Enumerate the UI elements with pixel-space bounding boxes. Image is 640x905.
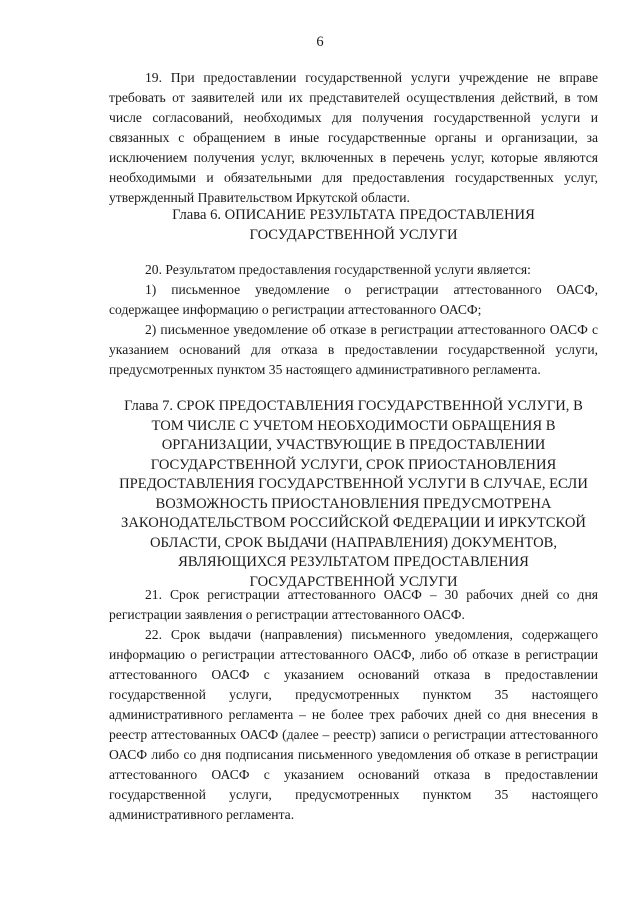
sections-21-22 (109, 585, 598, 825)
chapter-7-title-line: ОРГАНИЗАЦИИ, УЧАСТВУЮЩИЕ В ПРЕДОСТАВЛЕНИИ (161, 437, 546, 453)
paragraph-19: 19. При предоставлении государственной услуги учреждение не вправе требовать от заявителей или их представителей осуществления действий, в том числе согласований, необходимых для получения государственной услуги и связанных с обращением в иные государственные органы и организации, за исключением получения услуг, включенных в перечень услуг, которые являются необходимыми и обязательными для предоставления государственных услуг, утвержденный Правительством Иркутской области. (109, 70, 598, 205)
page-number: 6 (316, 34, 324, 50)
chapter-7-title-line: ГОСУДАРСТВЕННОЙ УСЛУГИ, СРОК ПРИОСТАНОВЛЕНИЯ (150, 456, 557, 473)
chapter-7-title-line: ЗАКОНОДАТЕЛЬСТВОМ РОССИЙСКОЙ ФЕДЕРАЦИИ И ИРКУТСКОЙ (121, 515, 586, 531)
chapter-7-title-line: Глава 7. СРОК ПРЕДОСТАВЛЕНИЯ ГОСУДАРСТВЕННОЙ УСЛУГИ, В (124, 398, 583, 414)
paragraph-20-item-2: 2) письменное уведомление об отказе в регистрации аттестованного ОАСФ с указанием оснований для отказа в предоставлении государственной услуги, предусмотренных пунктом 35 настоящего административного регламента. (109, 322, 598, 377)
chapter-6-heading (109, 206, 598, 245)
paragraph-20-item-1: 1) письменное уведомление о регистрации аттестованного ОАСФ, содержащее информацию о регистрации аттестованного ОАСФ; (109, 282, 598, 317)
chapter-6-title-line-2: ГОСУДАРСТВЕННОЙ УСЛУГИ (249, 226, 458, 243)
paragraph-22: 22. Срок выдачи (направления) письменного уведомления, содержащего информацию о регистрации аттестованного ОАСФ, либо об отказе в регистрации аттестованного ОАСФ с указанием оснований отказа в предоставлении государственной услуги, предусмотренных пунктом 35 настоящего административного регламента – не более трех рабочих дней со дня внесения в реестр аттестованных ОАСФ (далее – реестр) записи о регистрации аттестованного ОАСФ либо со дня подписания письменного уведомления об отказе в регистрации аттестованного ОАСФ с указанием оснований отказа в предоставлении государственной услуги, предусмотренных пунктом 35 настоящего административного регламента. (109, 627, 598, 822)
chapter-7-title-line: ТОМ ЧИСЛЕ С УЧЕТОМ НЕОБХОДИМОСТИ ОБРАЩЕНИЯ В (151, 417, 556, 434)
paragraph-20: 20. Результатом предоставления государственной услуги является: (145, 262, 531, 277)
chapter-7-title-line: ГОСУДАРСТВЕННОЙ УСЛУГИ (249, 573, 458, 590)
chapter-6-title-line-1: Глава 6. ОПИСАНИЕ РЕЗУЛЬТАТА ПРЕДОСТАВЛЕНИЯ (172, 207, 535, 223)
chapter-7-title-line: ОБЛАСТИ, СРОК ВЫДАЧИ (НАПРАВЛЕНИЯ) ДОКУМЕНТОВ, (149, 534, 558, 551)
section-19 (109, 68, 598, 208)
paragraph-21: 21. Срок регистрации аттестованного ОАСФ – 30 рабочих дней со дня регистрации заявления о регистрации аттестованного ОАСФ. (109, 587, 598, 622)
section-20 (109, 260, 598, 380)
chapter-7-title-line: ВОЗМОЖНОСТЬ ПРИОСТАНОВЛЕНИЯ ПРЕДУСМОТРЕНА (155, 495, 552, 512)
chapter-7-title-line: ЯВЛЯЮЩИХСЯ РЕЗУЛЬТАТОМ ПРЕДОСТАВЛЕНИЯ (178, 554, 529, 570)
chapter-7-heading (109, 397, 598, 592)
chapter-7-title-line: ПРЕДОСТАВЛЕНИЯ ГОСУДАРСТВЕННОЙ УСЛУГИ В СЛУЧАЕ, ЕСЛИ (119, 476, 588, 492)
